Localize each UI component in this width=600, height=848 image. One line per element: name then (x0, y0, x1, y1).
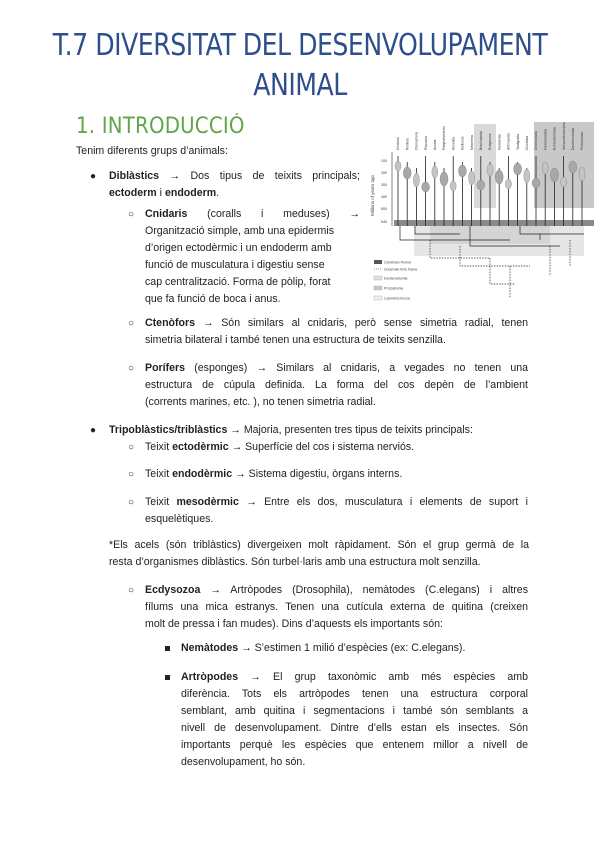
bullet-hollow: ○ (128, 363, 135, 374)
legend-swatch (374, 286, 382, 290)
legend-swatch (374, 276, 382, 280)
organism-drawing (532, 178, 540, 188)
square-bullet (165, 675, 170, 680)
porifers-line-3: (corrents marines, etc. ), no tenen simetria radial. (145, 396, 376, 408)
period-text: . (216, 187, 220, 199)
organism-drawing (524, 169, 530, 183)
mesodermic-item (145, 494, 528, 528)
artropodes-line-5: importants perquè les espècies que entenem millor a nivell de (181, 739, 528, 751)
legend-item: Protostomia (384, 286, 404, 291)
bullet-hollow: ○ (128, 442, 135, 453)
endoderm-term: endoderm (164, 187, 217, 199)
endodermic-item (145, 466, 528, 483)
ecdysozoa-term: Ecdysozoa (145, 584, 201, 596)
ctenofors-term: Ctenòfors (145, 317, 196, 329)
taxon-label: Acoela (433, 139, 437, 150)
dashed-branch (490, 258, 515, 284)
taxon-label: Brachiopoda (479, 130, 483, 150)
endodermic-text: → Sistema digestiu, òrgans interns. (235, 468, 403, 480)
bullet-hollow: ○ (128, 209, 135, 220)
taxon-label: Ecdysozoa (488, 133, 493, 150)
legend-item: Lophotrochozoa (384, 296, 410, 301)
cnidaris-line-5: cap centralització. Forma de pòlip, forat (145, 276, 331, 288)
page-title-line-2: ANIMAL (253, 68, 347, 103)
organism-drawing (422, 182, 430, 192)
organism-drawing (395, 161, 401, 171)
taxon-label: Mollusca (460, 136, 465, 150)
page-title-line-1: T.7 DIVERSITAT DEL DESENVOLUPAMENT (52, 28, 548, 63)
y-tick: 540 (381, 220, 387, 224)
artropodes-line-6: desenvolupament, ho són. (181, 756, 306, 768)
organism-drawing (450, 181, 456, 191)
page-title (48, 26, 552, 106)
bullet-hollow: ○ (128, 318, 135, 329)
porifers-line-2: estructura de cúpula definida. La forma del cos depèn de l’ambient (145, 379, 528, 391)
triblastics-paragraph (109, 422, 529, 439)
taxon-label: Urochordata (534, 131, 539, 150)
y-tick: 400 (381, 195, 387, 199)
nematodes-term: Nemàtodes (181, 642, 239, 654)
y-tick: 300 (381, 183, 387, 187)
taxon-label: Hemichordata (543, 128, 548, 150)
mesodermic-pre: Teixit (145, 496, 170, 508)
taxon-label: Annelida (451, 136, 456, 150)
diblastics-text: → Dos tipus de teixits principals; (169, 170, 360, 182)
organism-drawing (487, 164, 493, 176)
legend-item: Deuterostomia (384, 276, 408, 281)
organism-drawing (440, 172, 448, 186)
cnidaris-term: Cnidaris (145, 208, 188, 220)
taxon-label: Echinodermata (552, 127, 557, 150)
endodermic-pre: Teixit (145, 468, 170, 480)
artropodes-line-1: → El grup taxonòmic amb més espècies amb (250, 671, 528, 683)
triblastics-term: Tripoblàstics/triblàstics (109, 424, 228, 436)
intro-text: Tenim diferents grups d’animals: (76, 145, 228, 157)
y-tick: 200 (381, 171, 387, 175)
cnidaris-line-4: funció de musculatura i digestiu sense (145, 259, 325, 271)
y-tick: 500 (381, 207, 387, 211)
ectodermic-term: ectodèrmic (172, 441, 229, 453)
diblastics-paragraph (109, 168, 360, 202)
organism-drawing (495, 170, 503, 184)
taxon-label: Cnidaria (396, 137, 401, 150)
taxon-label: Placozoa (423, 136, 428, 150)
endodermic-term: endodèrmic (172, 468, 233, 480)
bullet-filled: ● (90, 425, 97, 436)
bullet-hollow: ○ (128, 469, 135, 480)
ectodermic-text: → Superfície del cos i sistema nerviós. (231, 441, 415, 453)
ecdysozoa-line-1: → Artròpodes (Drosophila), nemàtodes (C.elegans) i altres (210, 584, 528, 596)
nematodes-text: → S’estimen 1 milió d’espècies (ex: C.elegans). (241, 642, 466, 654)
legend-swatch (374, 296, 382, 300)
taxon-label: Xenacoelomorpha (561, 122, 566, 150)
figure-legend (374, 260, 417, 301)
taxon-label: Platyhelminthes (442, 126, 447, 150)
legend-item: Uncertain time frame (384, 267, 418, 272)
acels-note (109, 537, 529, 571)
porifers-line-1: (esponges) → Similars al cnidaris, a vegades no tenen una (194, 362, 528, 374)
ctenofors-line-1: → Són similars al cnidaris, però sense simetria radial, tenen (202, 317, 528, 329)
mesodermic-text: → Entre els dos, musculatura i elements de suport i (246, 496, 528, 508)
organism-drawing (514, 163, 522, 175)
ecdysozoa-line-2: fílums una mica estranys. Tenen una cutícula externa de quitina (creixen (145, 601, 528, 613)
organism-drawing (477, 180, 485, 190)
organism-drawing (458, 165, 466, 177)
bullet-hollow: ○ (128, 585, 135, 596)
organism-drawing (505, 179, 511, 189)
organism-drawing (579, 167, 585, 181)
artropodes-term: Artròpodes (181, 671, 239, 683)
acels-line-1: *Els acels (són triblàstics) divergeixen molt ràpidament. Són el grup germà de la (109, 539, 529, 551)
nematodes-item (181, 640, 528, 657)
bullet-filled: ● (90, 171, 97, 182)
taxon-label: Arthropoda (506, 133, 511, 150)
bullet-hollow: ○ (128, 497, 135, 508)
cnidaris-line-1: (coralls i meduses) → (207, 208, 360, 220)
cnidaris-line-6: que fa funció de boca i anus. (145, 293, 281, 305)
cnidaris-paragraph (145, 206, 360, 308)
organism-drawing (542, 162, 548, 174)
phylogeny-figure (370, 116, 594, 322)
cnidaris-line-2: Organització simple, amb una epidermis (145, 225, 335, 237)
shaded-band (474, 124, 496, 208)
taxon-label: Porifera (405, 138, 410, 150)
taxon-label: Protostomia (580, 131, 585, 150)
artropodes-line-3: semblant, amb quitina i segmentacions i també són semblants a (181, 705, 528, 717)
organism-drawing (569, 161, 577, 173)
y-axis-label: Millions of years ago (370, 174, 375, 216)
acels-line-2: resta d’organismes diblàstics. Són turbel·laris amb una estructura molt senzilla. (109, 556, 481, 568)
mesodermic-term: mesodèrmic (176, 496, 239, 508)
organism-drawing (432, 166, 438, 178)
artropodes-line-2: diferència. Tots els artròpodes tenen una estructura corporal (181, 688, 528, 700)
y-ticks (381, 159, 387, 224)
ecdysozoa-line-3: molt de pressa i fan mudes). Dins d’aquests els importants són: (145, 618, 443, 630)
organism-drawing (413, 173, 419, 187)
cnidaris-line-3: d’origen ectodèrmic i un endoderm amb (145, 242, 332, 254)
triblastics-text: → Majoria, presenten tres tipus de teixits principals: (230, 424, 473, 436)
organism-drawing (550, 168, 558, 182)
taxon-label: Chordata (525, 136, 529, 150)
legend-item: Cambrian Period (384, 260, 411, 265)
organism-drawing (561, 177, 567, 187)
organism-drawing (469, 171, 475, 185)
section-heading: 1. INTRODUCCIÓ (76, 114, 245, 139)
taxon-label: Tardigrada (515, 133, 520, 150)
square-bullet (165, 646, 170, 651)
legend-swatch (374, 260, 382, 264)
taxon-label: Ctenophora (414, 132, 419, 150)
porifers-term: Porífers (145, 362, 186, 374)
uncertain-region (430, 226, 550, 244)
y-tick: 100 (381, 159, 387, 163)
porifers-paragraph (145, 360, 528, 411)
artropodes-paragraph (181, 669, 528, 771)
ectodermic-pre: Teixit (145, 441, 170, 453)
diblastics-term: Diblàstics (109, 170, 160, 182)
ectodermic-item (145, 439, 528, 456)
ctenofors-line-2: simetria bilateral i també tenen una estructura de teixits senzilla. (145, 334, 446, 346)
taxon-label: Nematoda (497, 134, 502, 150)
taxon-label: Nemertea (469, 135, 474, 150)
mesodermic-line-2: esquelètiques. (145, 513, 214, 525)
ectoderm-term: ectoderm (109, 187, 157, 199)
organism-drawing (403, 167, 411, 179)
taxon-label: Deuterostomia (571, 127, 575, 150)
artropodes-line-4: nivell de desenvolupament. Dintre d’ells estan els insectes. Són (181, 722, 528, 734)
and-text: i (159, 187, 162, 199)
ecdysozoa-paragraph (145, 582, 528, 633)
